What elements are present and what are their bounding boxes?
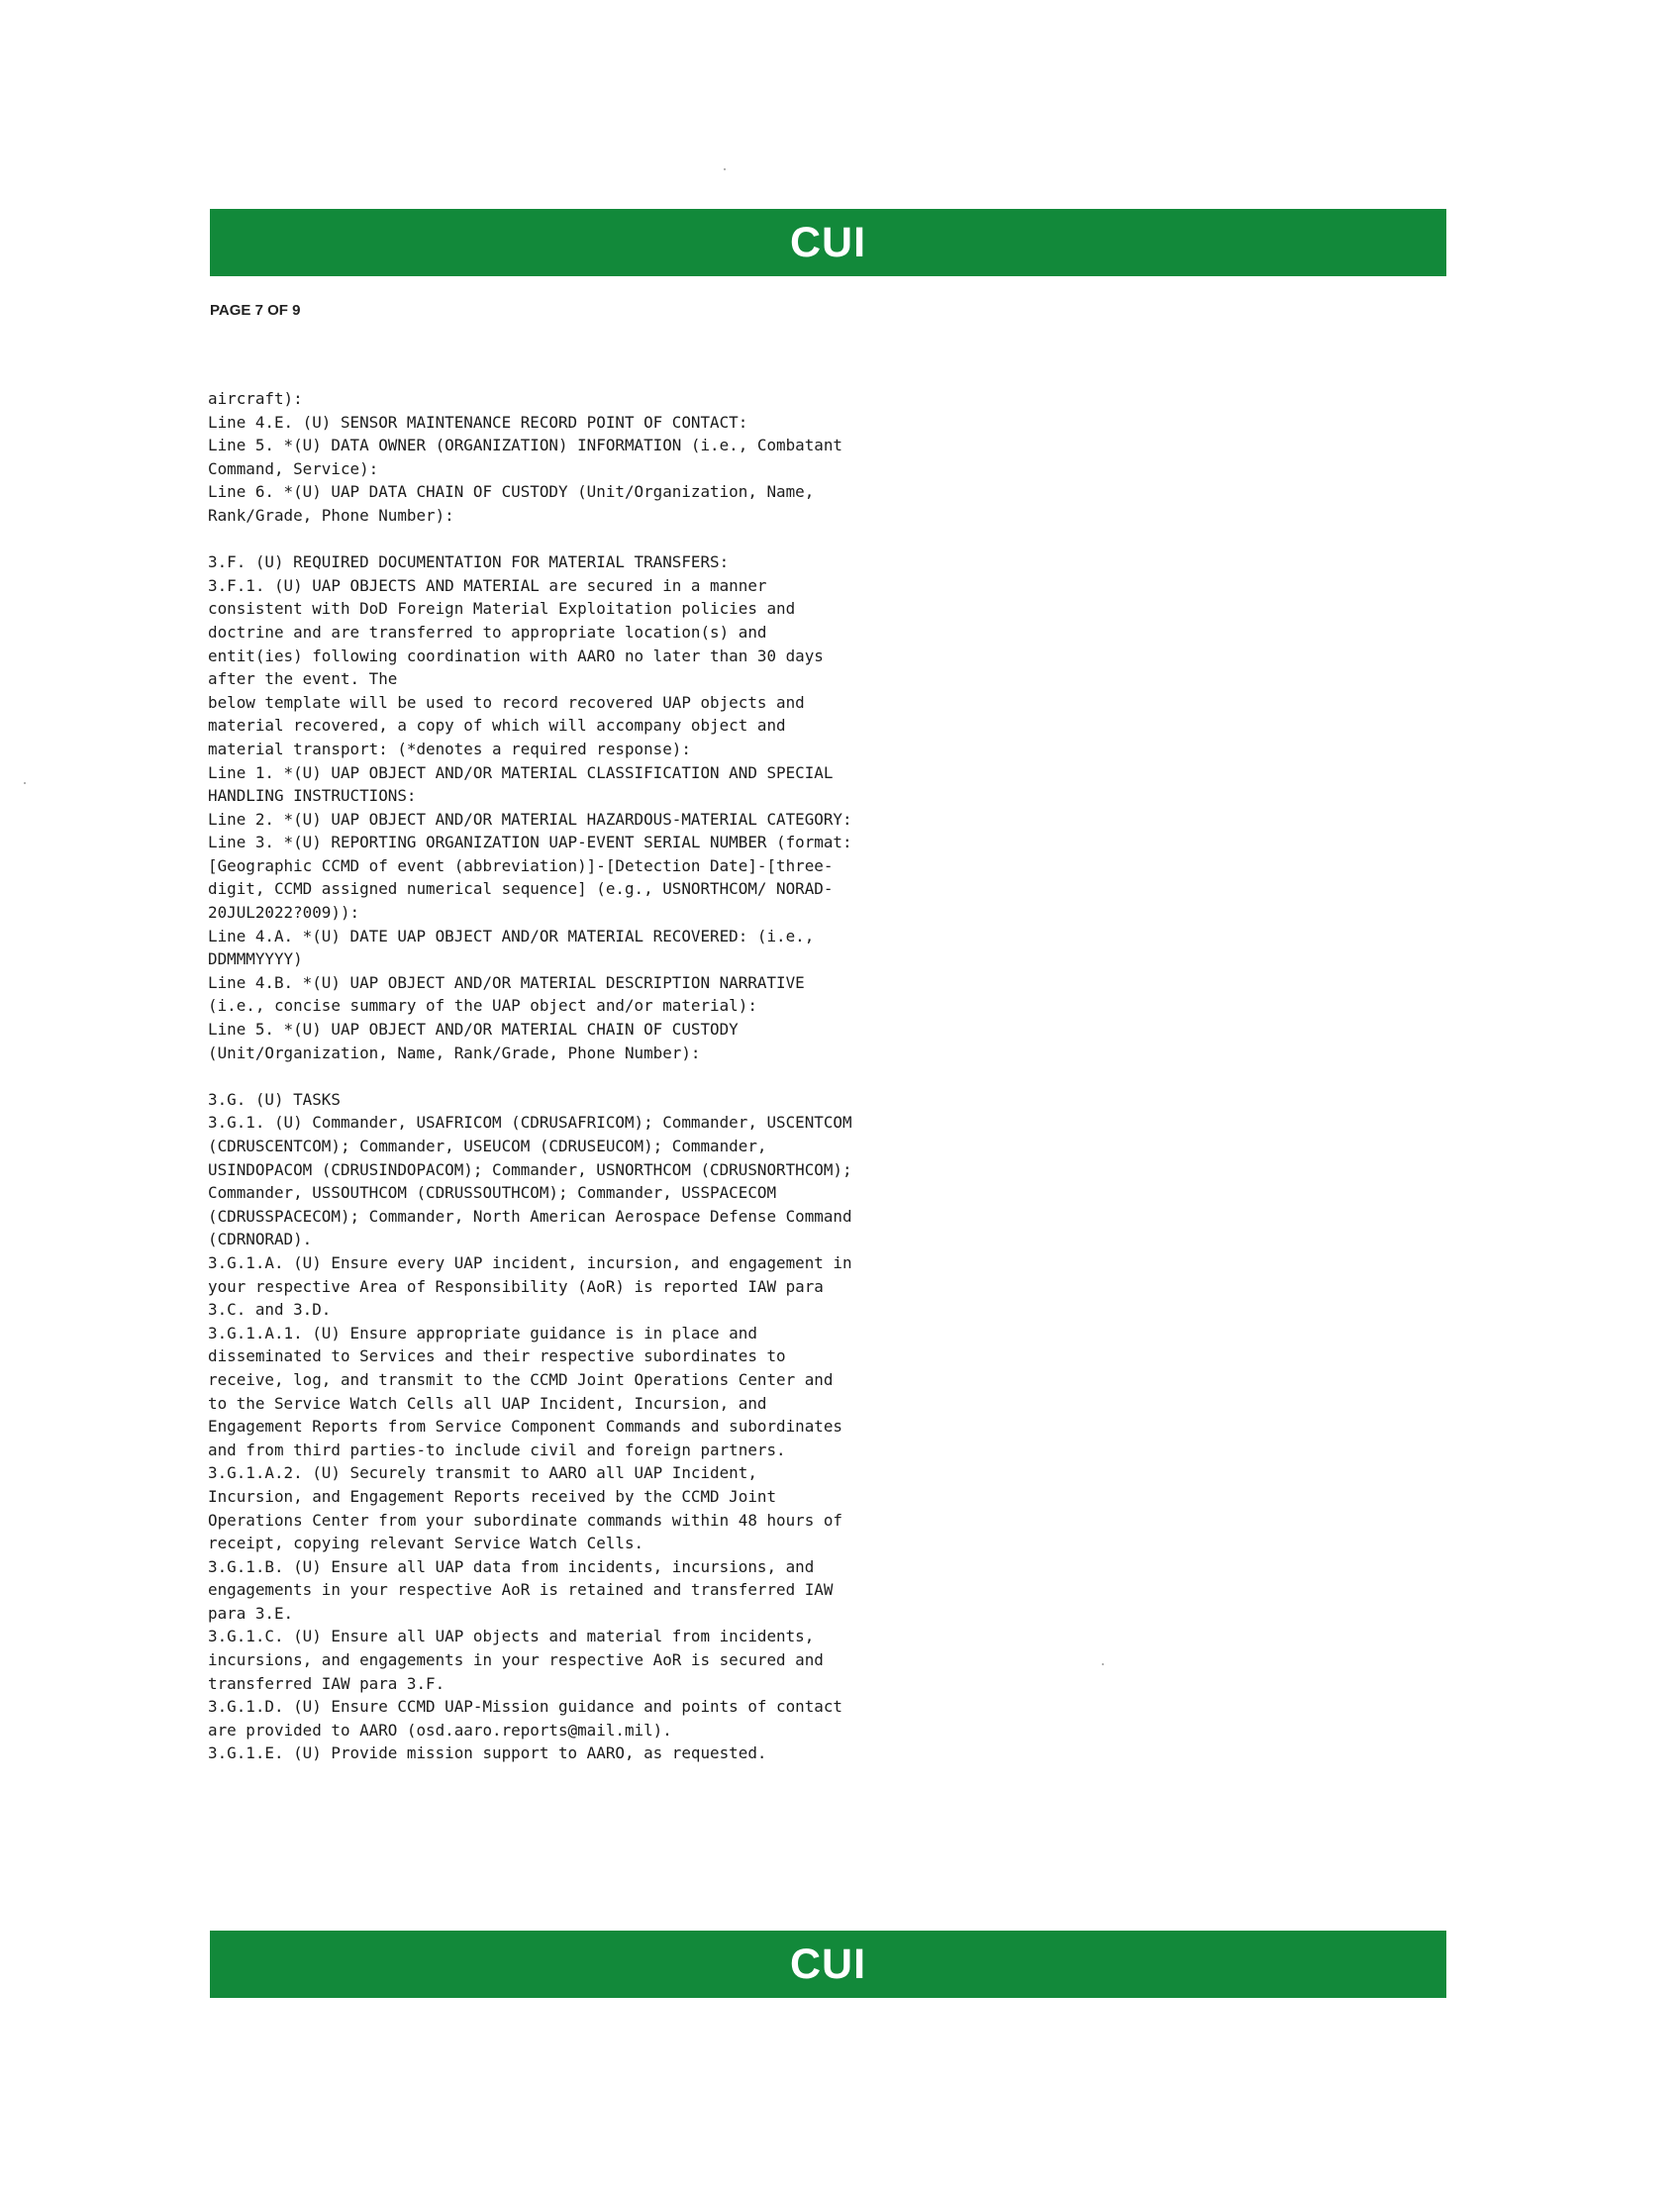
body-line: 3.G.1.D. (U) Ensure CCMD UAP-Mission guidance and points of contact <box>208 1697 842 1717</box>
cui-footer-banner <box>210 1931 1446 1998</box>
body-line: [Geographic CCMD of event (abbreviation)]-[Detection Date]-[three- <box>208 855 834 875</box>
body-line: 3.G.1. (U) Commander, USAFRICOM (CDRUSAFRICOM); Commander, USCENTCOM <box>208 1113 852 1133</box>
body-line: receipt, copying relevant Service Watch Cells. <box>208 1534 644 1553</box>
cui-footer-label: CUI <box>789 1939 867 1988</box>
scan-speck <box>24 782 26 784</box>
body-line: Line 4.B. *(U) UAP OBJECT AND/OR MATERIAL DESCRIPTION NARRATIVE <box>208 972 805 992</box>
blank-line <box>208 528 1198 551</box>
body-line: DDMMMYYYY) <box>208 949 303 969</box>
body-line: 3.G.1.B. (U) Ensure all UAP data from incidents, incursions, and <box>208 1556 815 1576</box>
body-line: Commander, USSOUTHCOM (CDRUSSOUTHCOM); Commander, USSPACECOM <box>208 1183 777 1203</box>
document-body <box>208 387 1198 1765</box>
body-line: transferred IAW para 3.F. <box>208 1673 445 1693</box>
body-line: (CDRUSCENTCOM); Commander, USEUCOM (CDRUSEUCOM); Commander, <box>208 1137 767 1155</box>
body-line: (CDRNORAD). <box>208 1230 313 1249</box>
body-line: 3.G.1.C. (U) Ensure all UAP objects and material from incidents, <box>208 1627 815 1646</box>
body-line: Line 1. *(U) UAP OBJECT AND/OR MATERIAL CLASSIFICATION AND SPECIAL <box>208 762 834 782</box>
body-line: Line 2. *(U) UAP OBJECT AND/OR MATERIAL HAZARDOUS-MATERIAL CATEGORY: <box>208 809 852 829</box>
body-line: after the event. The <box>208 669 398 689</box>
body-line: are provided to AARO (osd.aaro.reports@mail.mil). <box>208 1720 672 1740</box>
body-line: 3.G. (U) TASKS <box>208 1089 341 1109</box>
body-line: Incursion, and Engagement Reports received by the CCMD Joint <box>208 1486 777 1506</box>
body-line: 3.G.1.A.2. (U) Securely transmit to AARO all UAP Incident, <box>208 1463 757 1483</box>
body-line: your respective Area of Responsibility (AoR) is reported IAW para <box>208 1276 824 1296</box>
body-line: 3.F. (U) REQUIRED DOCUMENTATION FOR MATERIAL TRANSFERS: <box>208 552 730 572</box>
cui-header-label: CUI <box>789 218 867 266</box>
body-line: Line 5. *(U) UAP OBJECT AND/OR MATERIAL CHAIN OF CUSTODY <box>208 1020 739 1040</box>
body-line: 3.G.1.E. (U) Provide mission support to AARO, as requested. <box>208 1743 767 1763</box>
body-line: digit, CCMD assigned numerical sequence] (e.g., USNORTHCOM/ NORAD- <box>208 879 834 899</box>
body-line: (i.e., concise summary of the UAP object and/or material): <box>208 996 757 1016</box>
body-line: 3.F.1. (U) UAP OBJECTS AND MATERIAL are secured in a manner <box>208 575 767 595</box>
body-line: receive, log, and transmit to the CCMD Joint Operations Center and <box>208 1369 834 1389</box>
body-line: consistent with DoD Foreign Material Exploitation policies and <box>208 599 796 619</box>
body-line: Line 4.A. *(U) DATE UAP OBJECT AND/OR MATERIAL RECOVERED: (i.e., <box>208 926 815 945</box>
body-line: Command, Service): <box>208 458 379 478</box>
body-line: USINDOPACOM (CDRUSINDOPACOM); Commander, USNORTHCOM (CDRUSNORTHCOM); <box>208 1159 852 1179</box>
body-line: (Unit/Organization, Name, Rank/Grade, Phone Number): <box>208 1043 701 1062</box>
body-line: entit(ies) following coordination with AARO no later than 30 days <box>208 646 824 665</box>
body-line: Rank/Grade, Phone Number): <box>208 505 454 525</box>
body-line: Line 4.E. (U) SENSOR MAINTENANCE RECORD POINT OF CONTACT: <box>208 412 748 432</box>
body-line: 3.C. and 3.D. <box>208 1300 332 1320</box>
body-line: to the Service Watch Cells all UAP Incident, Incursion, and <box>208 1393 767 1413</box>
body-line: disseminated to Services and their respective subordinates to <box>208 1346 786 1366</box>
body-line: material recovered, a copy of which will accompany object and <box>208 716 786 736</box>
body-line: incursions, and engagements in your respective AoR is secured and <box>208 1650 824 1670</box>
body-line: Line 6. *(U) UAP DATA CHAIN OF CUSTODY (Unit/Organization, Name, <box>208 482 815 502</box>
body-line: Operations Center from your subordinate commands within 48 hours of <box>208 1510 842 1530</box>
body-line: 20JUL2022?009)): <box>208 903 360 923</box>
page-number: PAGE 7 OF 9 <box>210 302 301 319</box>
body-line: doctrine and are transferred to appropriate location(s) and <box>208 622 767 642</box>
body-line: and from third parties-to include civil and foreign partners. <box>208 1440 786 1459</box>
body-line: material transport: (*denotes a required response): <box>208 739 691 758</box>
cui-header-banner <box>210 209 1446 276</box>
body-line: (CDRUSSPACECOM); Commander, North American Aerospace Defense Command <box>208 1206 852 1226</box>
body-line: 3.G.1.A.1. (U) Ensure appropriate guidance is in place and <box>208 1323 757 1343</box>
body-line: Line 3. *(U) REPORTING ORGANIZATION UAP-EVENT SERIAL NUMBER (format: <box>208 833 852 852</box>
scan-speck <box>724 168 726 170</box>
body-line: Engagement Reports from Service Component Commands and subordinates <box>208 1417 842 1437</box>
body-line: Line 5. *(U) DATA OWNER (ORGANIZATION) INFORMATION (i.e., Combatant <box>208 436 842 455</box>
body-line: below template will be used to record recovered UAP objects and <box>208 692 805 712</box>
body-line: 3.G.1.A. (U) Ensure every UAP incident, incursion, and engagement in <box>208 1252 852 1272</box>
body-line: engagements in your respective AoR is retained and transferred IAW <box>208 1580 834 1600</box>
body-line: HANDLING INSTRUCTIONS: <box>208 786 417 806</box>
body-line: para 3.E. <box>208 1603 294 1623</box>
blank-line <box>208 1064 1198 1088</box>
body-line: aircraft): <box>208 389 303 408</box>
